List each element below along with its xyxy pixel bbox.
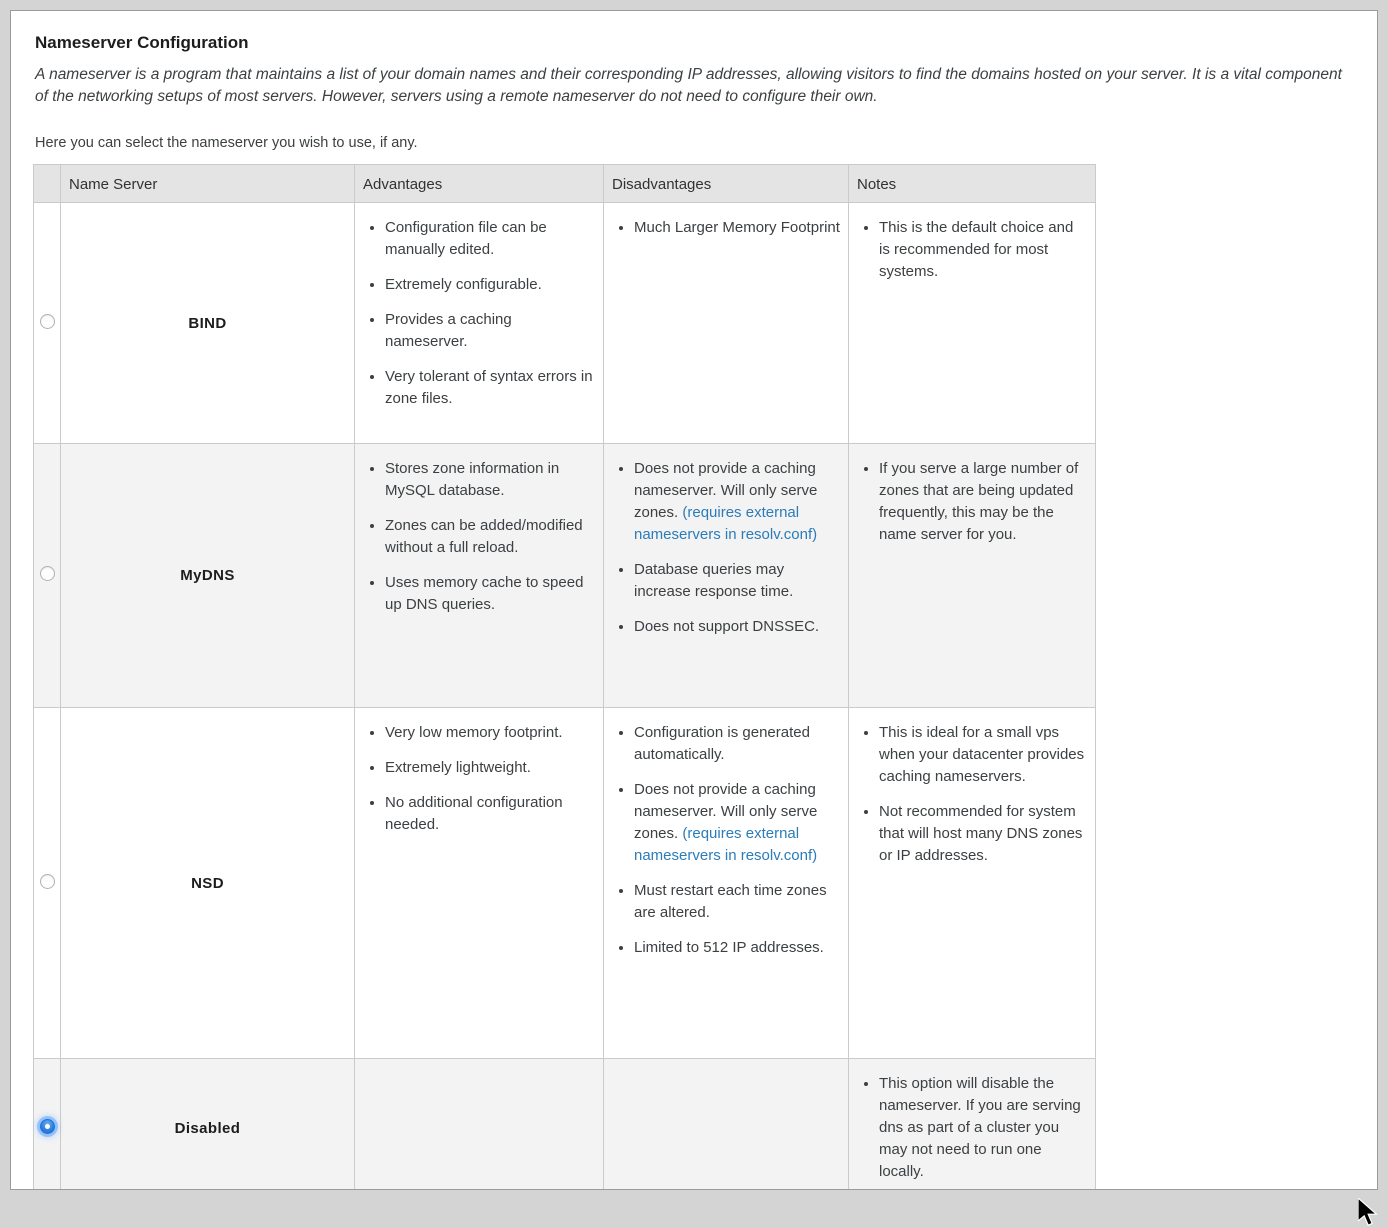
disadvantages-item: • Much Larger Memory Footprint (634, 217, 840, 239)
arrow-cursor-icon (1358, 1198, 1384, 1228)
advantages-list (361, 458, 595, 616)
disadvantages-item: • Does not support DNSSEC. (634, 616, 840, 638)
notes-item: • This option will disable the nameserver. If you are serving dns as part of a cluster you may not need to run one locally. (879, 1073, 1087, 1183)
disadvantages-item: • Configuration is generated automatically. (634, 722, 840, 766)
nameserver-name: BIND (61, 203, 355, 444)
notes-list (855, 1073, 1087, 1183)
table-row-disabled (34, 1059, 1096, 1191)
nameserver-configuration-panel (10, 10, 1378, 1190)
disadvantages-cell (604, 1059, 849, 1191)
notes-list (855, 458, 1087, 546)
notes-item: • This is the default choice and is recommended for most systems. (879, 217, 1087, 283)
disadvantages-cell (604, 708, 849, 1059)
disadvantages-list (610, 458, 840, 638)
advantages-item: • Configuration file can be manually edited. (385, 217, 595, 261)
page-title: Nameserver Configuration (35, 33, 249, 52)
notes-item: • If you serve a large number of zones that are being updated frequently, this may be the name server for you. (879, 458, 1087, 546)
header-radio-column (34, 165, 61, 203)
disadvantages-list (610, 722, 840, 959)
table-row-nsd (34, 708, 1096, 1059)
selection-instruction: Here you can select the nameserver you wish to use, if any. (35, 135, 418, 151)
notes-cell (849, 708, 1096, 1059)
advantages-item: • Stores zone information in MySQL database. (385, 458, 595, 502)
advantages-item: • Zones can be added/modified without a full reload. (385, 515, 595, 559)
disadvantages-item: • Database queries may increase response time. (634, 559, 840, 603)
advantages-item: • Provides a caching nameserver. (385, 309, 595, 353)
header-notes: Notes (849, 165, 1096, 203)
advantages-cell (355, 444, 604, 708)
resolv-conf-link[interactable]: (requires external nameservers in resolv.conf) (634, 504, 818, 543)
table-row-bind (34, 203, 1096, 444)
disabled-radio-selected[interactable] (40, 1119, 55, 1134)
header-disadvantages: Disadvantages (604, 165, 849, 203)
table-row-mydns (34, 444, 1096, 708)
radio-cell (34, 444, 61, 708)
disadvantages-item: • Limited to 512 IP addresses. (634, 937, 840, 959)
nameserver-name: NSD (61, 708, 355, 1059)
advantages-item: • Very tolerant of syntax errors in zone files. (385, 366, 595, 410)
advantages-item: • Extremely lightweight. (385, 757, 595, 779)
mydns-radio[interactable] (40, 566, 55, 581)
radio-cell (34, 1059, 61, 1191)
notes-cell (849, 203, 1096, 444)
notes-item: • Not recommended for system that will host many DNS zones or IP addresses. (879, 801, 1087, 867)
disadvantages-item: • Does not provide a caching nameserver. Will only serve zones. (requires external nameservers in resolv.conf) (634, 458, 840, 546)
nameserver-table (33, 164, 1096, 1190)
nameserver-name: MyDNS (61, 444, 355, 708)
radio-cell (34, 708, 61, 1059)
notes-list (855, 217, 1087, 283)
disadvantages-cell (604, 444, 849, 708)
table-header-row (34, 165, 1096, 203)
nsd-radio[interactable] (40, 874, 55, 889)
disadvantages-cell (604, 203, 849, 444)
notes-cell (849, 444, 1096, 708)
advantages-item: • Extremely configurable. (385, 274, 595, 296)
advantages-list (361, 722, 595, 836)
bind-radio[interactable] (40, 314, 55, 329)
notes-list (855, 722, 1087, 867)
advantages-item: • Very low memory footprint. (385, 722, 595, 744)
advantages-cell (355, 708, 604, 1059)
notes-item: • This is ideal for a small vps when your datacenter provides caching nameservers. (879, 722, 1087, 788)
header-name-server: Name Server (61, 165, 355, 203)
page-description: A nameserver is a program that maintains a list of your domain names and their corresponding IP addresses, allowing visitors to find the domains hosted on your server. It is a vital component of the networking setups of most servers. However, servers using a remote nameserver do not need to configure their own. (35, 66, 1342, 105)
advantages-list (361, 217, 595, 410)
resolv-conf-link[interactable]: (requires external nameservers in resolv.conf) (634, 825, 818, 864)
notes-cell (849, 1059, 1096, 1191)
radio-cell (34, 203, 61, 444)
nameserver-name: Disabled (61, 1059, 355, 1191)
disadvantages-list (610, 217, 840, 239)
disadvantages-item: • Must restart each time zones are altered. (634, 880, 840, 924)
disadvantages-item: • Does not provide a caching nameserver. Will only serve zones. (requires external nameservers in resolv.conf) (634, 779, 840, 867)
advantages-cell (355, 203, 604, 444)
advantages-cell (355, 1059, 604, 1191)
advantages-item: • No additional configuration needed. (385, 792, 595, 836)
header-advantages: Advantages (355, 165, 604, 203)
advantages-item: • Uses memory cache to speed up DNS queries. (385, 572, 595, 616)
